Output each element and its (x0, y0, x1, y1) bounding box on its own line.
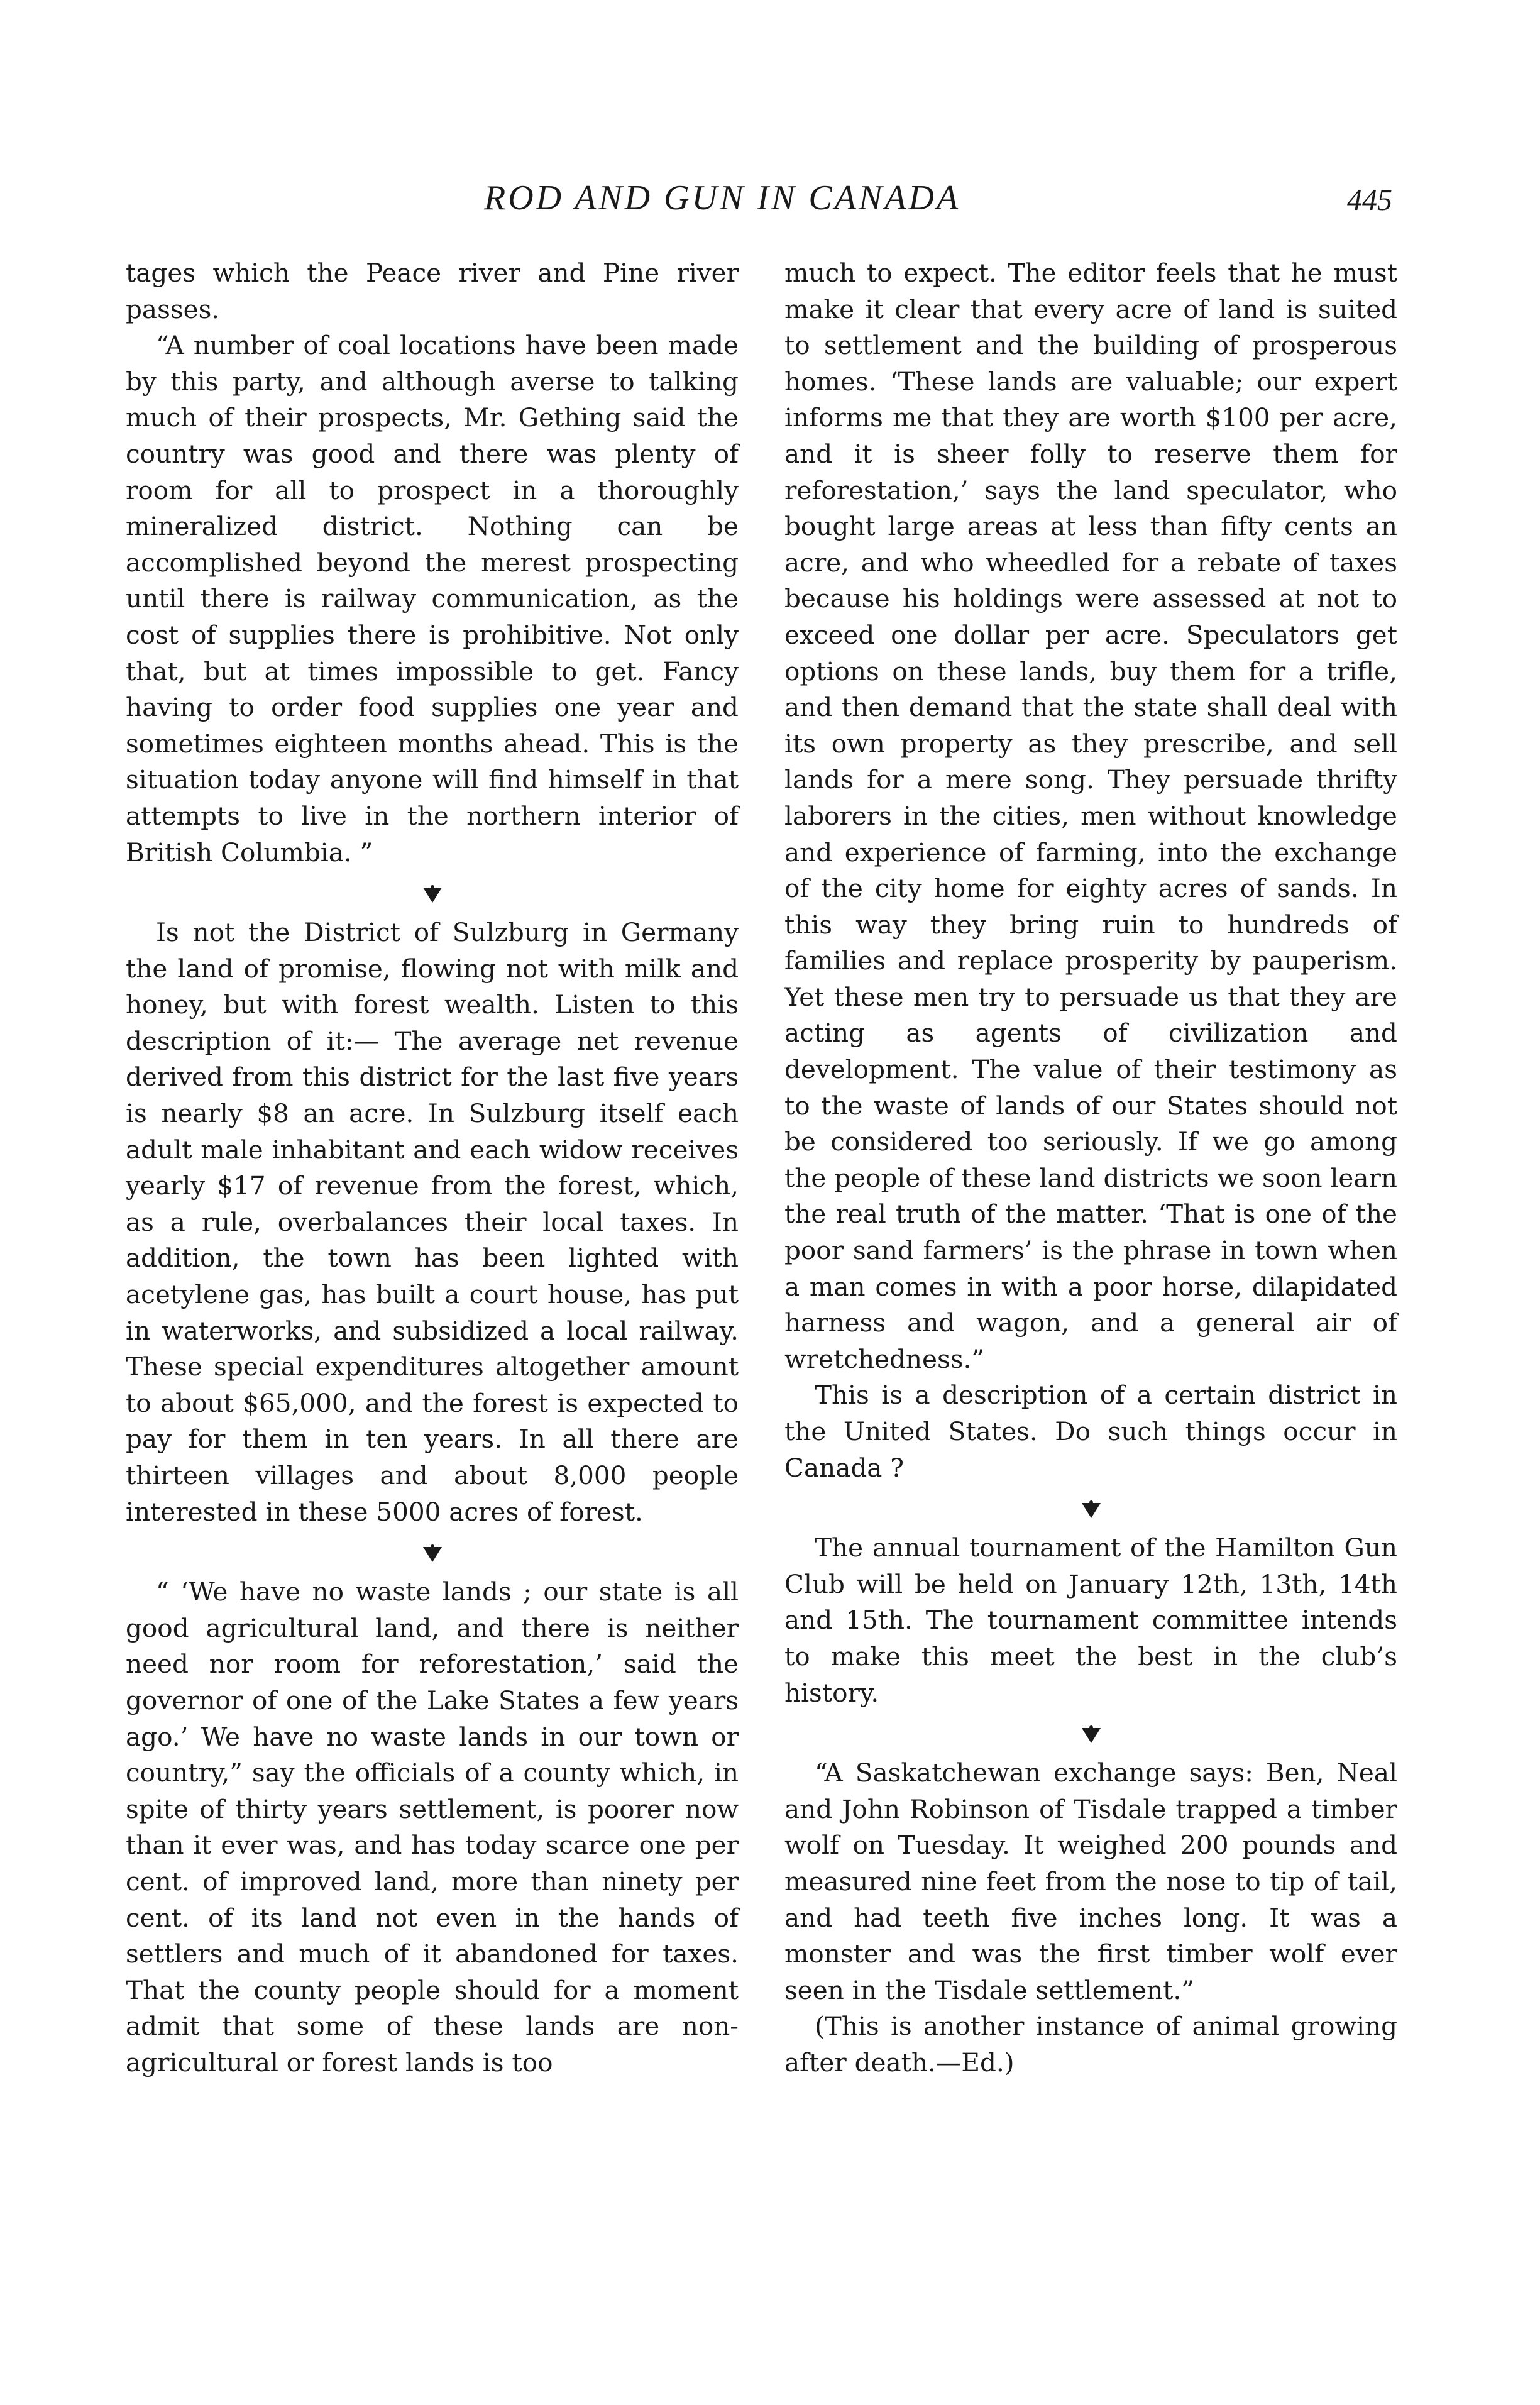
paragraph: much to expect. The editor feels that he must make it clear that every acre of land is suited to settlement and the building of prosperous homes. ‘These lands are valuable; our expert informs me that they are worth $100 per acre, and it is sheer folly to reserve them for reforestation,’ says the land speculator, who bought large areas at less than fifty cents an acre, and who wheedled for a rebate of taxes because his holdings were assessed at not to exceed one dollar per acre. Speculators get options on these lands, buy them for a trifle, and then demand that the state shall deal with its own property as they prescribe, and sell lands for a mere song. They persuade thrifty laborers in the cities, men without knowledge and experience of farming, into the exchange of the city home for eighty acres of sands. In this way they bring ruin to hundreds of families and replace prosperity by pauperism. Yet these men try to persuade us that they are acting as agents of civilization and development. The value of their testimony as to the waste of lands of our States should not be considered too seriously. If we go among the people of these land districts we soon learn the real truth of the matter. ‘That is one of the poor sand farmers’ is the phrase in town when a man comes in with a poor horse, dilapidated harness and wagon, and a general air of wretchedness.” (784, 258, 1397, 1374)
section-divider (126, 871, 739, 915)
paragraph: “A number of coal locations have been made by this party, and although averse to talking much of their prospects, Mr. Gething said the country was good and there was plenty of room for all to prospect in a thoroughly mineralized district. Nothing can be accomplished beyond the merest prospecting until there is railway communication, as the cost of supplies there is prohibitive. Not only that, but at times impossible to get. Fancy having to order food supplies one year and sometimes eighteen months ahead. This is the situation today anyone will find himself in that attempts to live in the northern interior of British Columbia. ” (126, 330, 739, 867)
section-divider (126, 1530, 739, 1574)
paragraph: This is a description of a certain district in the United States. Do such things occur in Canada ? (784, 1380, 1397, 1483)
fleuron-icon (422, 885, 443, 904)
fleuron-icon (422, 1544, 443, 1563)
fleuron-icon (1081, 1500, 1102, 1519)
section-divider (784, 1711, 1397, 1755)
paragraph: “ ‘We have no waste lands ; our state is all good agricultural land, and there is neither need nor room for reforestation,’ said the governor of one of the Lake States a few years ago.’ We have no waste lands in our town or country,” say the officials of a county which, in spite of thirty years settlement, is poorer now than it ever was, and has today scarce one per cent. of improved land, more than ninety per cent. of its land not even in the hands of settlers and much of it abandoned for taxes. That the county people should for a moment admit that some of these lands are non-agricultural or forest lands is too (126, 1577, 739, 2078)
paragraph: The annual tournament of the Hamilton Gun Club will be held on January 12th, 13th, 14th and 15th. The tournament committee intends to make this meet the best in the club’s history. (784, 1533, 1397, 1708)
paragraph: tages which the Peace river and Pine river passes. (126, 258, 739, 324)
fleuron-icon (1081, 1725, 1102, 1744)
running-title: ROD AND GUN IN CANADA (484, 179, 961, 217)
left-column (126, 255, 739, 2081)
running-header (0, 178, 1540, 228)
right-column (784, 255, 1397, 2081)
page-number: 445 (1347, 184, 1392, 217)
section-divider (784, 1486, 1397, 1530)
paragraph: (This is another instance of animal growing after death.—Ed.) (784, 2011, 1397, 2078)
paragraph: Is not the District of Sulzburg in Germany the land of promise, flowing not with milk and honey, but with forest wealth. Listen to this description of it:— The average net revenue derived from this district for the last five years is nearly $8 an acre. In Sulzburg itself each adult male inhabitant and each widow receives yearly $17 of revenue from the forest, which, as a rule, overbalances their local taxes. In addition, the town has been lighted with acetylene gas, has built a court house, has put in waterworks, and subsidized a local railway. These special expenditures altogether amount to about $65,000, and the forest is expected to pay for them in ten years. In all there are thirteen villages and about 8,000 people interested in these 5000 acres of forest. (126, 917, 739, 1527)
paragraph: “A Saskatchewan exchange says: Ben, Neal and John Robinson of Tisdale trapped a timber wolf on Tuesday. It weighed 200 pounds and measured nine feet from the nose to tip of tail, and had teeth five inches long. It was a monster and was the first timber wolf ever seen in the Tisdale settlement.” (784, 1758, 1397, 2005)
